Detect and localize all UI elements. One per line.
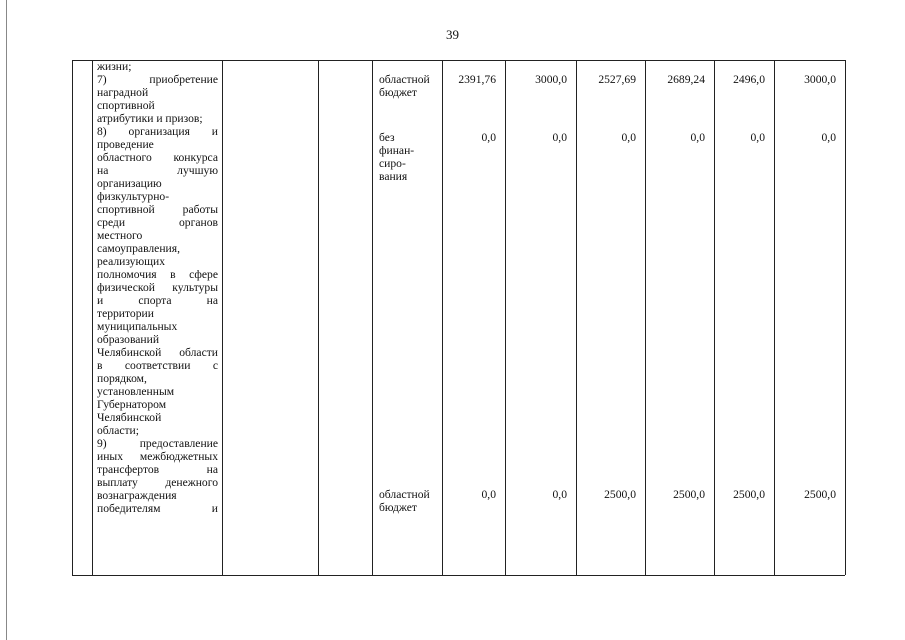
- description-line: Челябинской области: [97, 346, 218, 359]
- funding-source-line: финан-: [379, 144, 415, 157]
- value-cell: 0,0: [552, 488, 567, 501]
- value-cell: 2689,24: [667, 73, 705, 86]
- column-divider: [92, 60, 93, 575]
- description-line: 9) предоставление: [97, 437, 218, 450]
- description-line: Челябинской: [97, 411, 162, 424]
- value-cell: 0,0: [690, 131, 705, 144]
- funding-source-line: сиро-: [379, 157, 406, 170]
- value-cell: 2500,0: [733, 488, 765, 501]
- funding-source-line: областной: [379, 488, 430, 501]
- description-line: победителям и: [97, 502, 218, 515]
- description-line: области;: [97, 424, 139, 437]
- description-line: спортивной: [97, 99, 155, 112]
- description-line: в соответствии с: [97, 359, 218, 372]
- description-line: муниципальных: [97, 320, 178, 333]
- description-line: спортивной работы: [97, 203, 218, 216]
- description-line: Губернатором: [97, 398, 167, 411]
- description-line: проведение: [97, 138, 154, 151]
- description-line: территории: [97, 307, 154, 320]
- description-line: образований: [97, 333, 160, 346]
- description-line: самоуправления,: [97, 242, 180, 255]
- value-cell: 2500,0: [804, 488, 836, 501]
- funding-source-line: бюджет: [379, 86, 417, 99]
- description-line: среди органов: [97, 216, 218, 229]
- description-line: установленным: [97, 385, 175, 398]
- value-cell: 0,0: [621, 131, 636, 144]
- table-border-left: [72, 60, 73, 575]
- value-cell: 0,0: [481, 488, 496, 501]
- value-cell: 3000,0: [804, 73, 836, 86]
- description-line: и спорта на: [97, 294, 218, 307]
- description-line: 8) организация и: [97, 125, 218, 138]
- description-line: физической культуры: [97, 281, 218, 294]
- value-cell: 0,0: [821, 131, 836, 144]
- value-cell: 2391,76: [458, 73, 496, 86]
- column-divider: [318, 60, 319, 575]
- description-line: местного: [97, 229, 143, 242]
- funding-source: [379, 488, 441, 514]
- column-divider: [372, 60, 373, 575]
- description-line: вознаграждения: [97, 489, 177, 502]
- description-line: наградной: [97, 86, 149, 99]
- table-border-right: [845, 60, 846, 575]
- description-line: областного конкурса: [97, 151, 218, 164]
- funding-source-line: бюджет: [379, 501, 417, 514]
- description-line: порядком,: [97, 372, 147, 385]
- value-cell: 0,0: [481, 131, 496, 144]
- funding-source: [379, 73, 441, 99]
- description-line: атрибутики и призов;: [97, 112, 203, 125]
- funding-source-line: вания: [379, 170, 408, 183]
- description-line: организацию: [97, 177, 162, 190]
- description-line: выплату денежного: [97, 476, 218, 489]
- value-cell: 2500,0: [604, 488, 636, 501]
- funding-source-line: областной: [379, 73, 430, 86]
- description-line: жизни;: [97, 60, 132, 73]
- funding-source-line: без: [379, 131, 395, 144]
- description-line: 7) приобретение: [97, 73, 218, 86]
- value-cell: 0,0: [552, 131, 567, 144]
- description-line: физкультурно-: [97, 190, 170, 203]
- value-cell: 2496,0: [733, 73, 765, 86]
- table-border-bottom: [72, 575, 845, 576]
- value-cell: 3000,0: [535, 73, 567, 86]
- description-line: иных межбюджетных: [97, 450, 218, 463]
- value-cell: 2500,0: [673, 488, 705, 501]
- column-divider: [222, 60, 223, 575]
- description-line: полномочия в сфере: [97, 268, 218, 281]
- measure-description: [97, 60, 218, 515]
- description-line: реализующих: [97, 255, 166, 268]
- description-line: на лучшую: [97, 164, 218, 177]
- value-cell: 2527,69: [598, 73, 636, 86]
- page-number: 39: [446, 27, 459, 42]
- funding-source: [379, 131, 441, 183]
- description-line: трансфертов на: [97, 463, 218, 476]
- value-cell: 0,0: [750, 131, 765, 144]
